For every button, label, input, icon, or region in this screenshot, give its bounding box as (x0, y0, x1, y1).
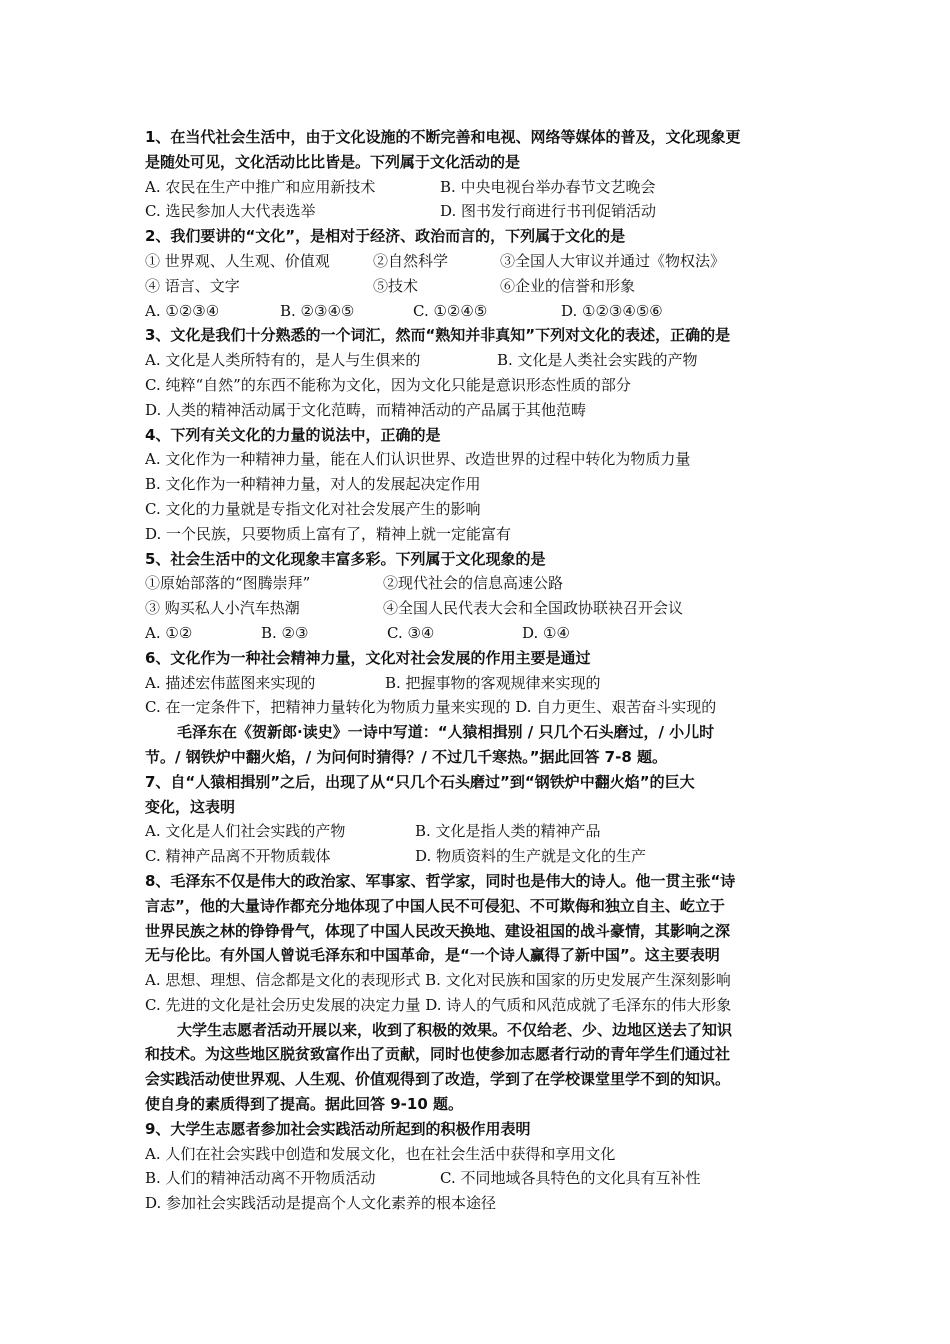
answer-option-line: D. 人类的精神活动属于文化范畴，而精神活动的产品属于其他范畴 (145, 400, 587, 419)
material-paragraph: 会实践活动使世界观、人生观、价值观得到了改造，学到了在学校课堂里学不到的知识。 (145, 1070, 731, 1089)
question-stem: 世界民族之林的铮铮骨气，体现了中国人民改天换地、建设祖国的战斗豪情，其影响之深 (145, 921, 731, 940)
material-paragraph: 使自身的素质得到了提高。据此回答 9-10 题。 (145, 1095, 463, 1114)
answer-option: D. ①②③④⑤⑥ (561, 301, 663, 320)
answer-option: D. ①④ (522, 623, 570, 642)
answer-option: A. 农民在生产中推广和应用新技术 (145, 177, 376, 196)
answer-option-line (145, 671, 825, 696)
answer-option-line (145, 175, 825, 200)
question-stem: 7、自“人猿相揖别”之后，出现了从“只几个石头磨过”到“钢铁炉中翻火焰”的巨大 (145, 772, 695, 791)
answer-option-line: D. 一个民族，只要物质上富有了，精神上就一定能富有 (145, 524, 512, 543)
question-stem: 无与伦比。有外国人曾说毛泽东和中国革命，是“一个诗人赢得了新中国”。这主要表明 (145, 946, 720, 965)
answer-option-line: C. 先进的文化是社会历史发展的决定力量 D. 诗人的气质和风范成就了毛泽东的伟大形象 (145, 995, 732, 1014)
question-stem: 变化，这表明 (145, 797, 236, 816)
answer-option-line (145, 249, 825, 274)
document-page (145, 125, 825, 1216)
answer-option-line: D. 参加社会实践活动是提高个人文化素养的根本途径 (145, 1194, 497, 1213)
answer-option-line (145, 1166, 825, 1191)
question-stem: 6、文化作为一种社会精神力量，文化对社会发展的作用主要是通过 (145, 648, 591, 667)
question-stem: 5、社会生活中的文化现象丰富多彩。下列属于文化现象的是 (145, 549, 546, 568)
answer-option-line (145, 299, 825, 324)
answer-option: C. 不同地域各具特色的文化具有互补性 (440, 1169, 701, 1188)
answer-option: C. ①②④⑤ (413, 301, 488, 320)
answer-option: B. 把握事物的客观规律来实现的 (385, 673, 601, 692)
answer-option: ③ 购买私人小汽车热潮 (145, 599, 300, 618)
answer-option-line (145, 621, 825, 646)
material-paragraph: 和技术。为这些地区脱贫致富作出了贡献，同时也使参加志愿者行动的青年学生们通过社 (145, 1045, 731, 1064)
answer-option: B. 文化是指人类的精神产品 (415, 822, 601, 841)
answer-option-line (145, 596, 825, 621)
answer-option: A. 文化是人们社会实践的产物 (145, 822, 346, 841)
answer-option: C. 精神产品离不开物质载体 (145, 847, 331, 866)
answer-option: D. 物质资料的生产就是文化的生产 (415, 847, 647, 866)
answer-option: A. ①② (145, 623, 193, 642)
answer-option: ⑤技术 (373, 276, 419, 295)
question-stem: 4、下列有关文化的力量的说法中，正确的是 (145, 425, 441, 444)
answer-option: ④全国人民代表大会和全国政协联袂召开会议 (383, 599, 684, 618)
answer-option: ②自然科学 (373, 251, 449, 270)
material-paragraph: 毛泽东在《贺新郎·读史》一诗中写道：“人猿相揖别 / 只几个石头磨过，/ 小儿时 (177, 723, 715, 742)
question-stem: 3、文化是我们十分熟悉的一个词汇，然而“熟知并非真知”下列对文化的表述，正确的是 (145, 326, 731, 345)
answer-option-line (145, 571, 825, 596)
answer-option-line (145, 844, 825, 869)
answer-option: D. 图书发行商进行书刊促销活动 (440, 202, 657, 221)
answer-option: ①原始部落的“图腾崇拜” (145, 574, 311, 593)
answer-option: C. 选民参加人大代表选举 (145, 202, 316, 221)
answer-option: ① 世界观、人生观、价值观 (145, 251, 330, 270)
answer-option: ⑥企业的信誉和形象 (500, 276, 636, 295)
answer-option-line: C. 文化的力量就是专指文化对社会发展产生的影响 (145, 499, 481, 518)
answer-option-line: A. 思想、理想、信念都是文化的表现形式 B. 文化对民族和国家的历史发展产生深刻影响 (145, 971, 731, 990)
answer-option: B. ②③④⑤ (280, 301, 355, 320)
answer-option: A. 文化是人类所特有的，是人与生俱来的 (145, 351, 421, 370)
answer-option-line: C. 纯粹“自然”的东西不能称为文化，因为文化只能是意识形态性质的部分 (145, 375, 631, 394)
question-stem: 2、我们要讲的“文化”，是相对于经济、政治而言的，下列属于文化的是 (145, 227, 626, 246)
answer-option: A. 描述宏伟蓝图来实现的 (145, 673, 316, 692)
answer-option: C. ③④ (387, 623, 435, 642)
question-stem: 9、大学生志愿者参加社会实践活动所起到的积极作用表明 (145, 1119, 531, 1138)
answer-option-line (145, 348, 825, 373)
answer-option: A. ①②③④ (145, 301, 220, 320)
answer-option: B. 文化是人类社会实践的产物 (497, 351, 698, 370)
answer-option: ④ 语言、文字 (145, 276, 240, 295)
answer-option-line (145, 274, 825, 299)
question-stem: 1、在当代社会生活中，由于文化设施的不断完善和电视、网络等媒体的普及，文化现象更 (145, 128, 741, 146)
answer-option: B. ②③ (261, 623, 309, 642)
answer-option-line: A. 人们在社会实践中创造和发展文化，也在社会生活中获得和享用文化 (145, 1144, 616, 1163)
answer-option: B. 人们的精神活动离不开物质活动 (145, 1169, 376, 1188)
answer-option: B. 中央电视台举办春节文艺晚会 (440, 177, 656, 196)
answer-option-line (145, 819, 825, 844)
answer-option: ③全国人大审议并通过《物权法》 (500, 251, 726, 270)
answer-option-line: C. 在一定条件下，把精神力量转化为物质力量来实现的 D. 自力更生、艰苦奋斗实现的 (145, 698, 717, 717)
answer-option-line (145, 199, 825, 224)
question-stem: 8、毛泽东不仅是伟大的政治家、军事家、哲学家，同时也是伟大的诗人。他一贯主张“诗 (145, 871, 736, 890)
answer-option-line: B. 文化作为一种精神力量，对人的发展起决定作用 (145, 475, 481, 494)
material-paragraph: 节。/ 钢铁炉中翻火焰，/ 为问何时猜得？/ 不过几千寒热。”据此回答 7-8 题。 (145, 747, 668, 766)
answer-option-line: A. 文化作为一种精神力量，能在人们认识世界、改造世界的过程中转化为物质力量 (145, 450, 691, 469)
question-stem: 是随处可见，文化活动比比皆是。下列属于文化活动的是 (145, 152, 521, 171)
material-paragraph: 大学生志愿者活动开展以来，收到了积极的效果。不仅给老、少、边地区送去了知识 (177, 1020, 733, 1039)
answer-option: ②现代社会的信息高速公路 (383, 574, 564, 593)
question-stem: 言志”，他的大量诗作都充分地体现了中国人民不可侵犯、不可欺侮和独立自主、屹立于 (145, 896, 725, 915)
